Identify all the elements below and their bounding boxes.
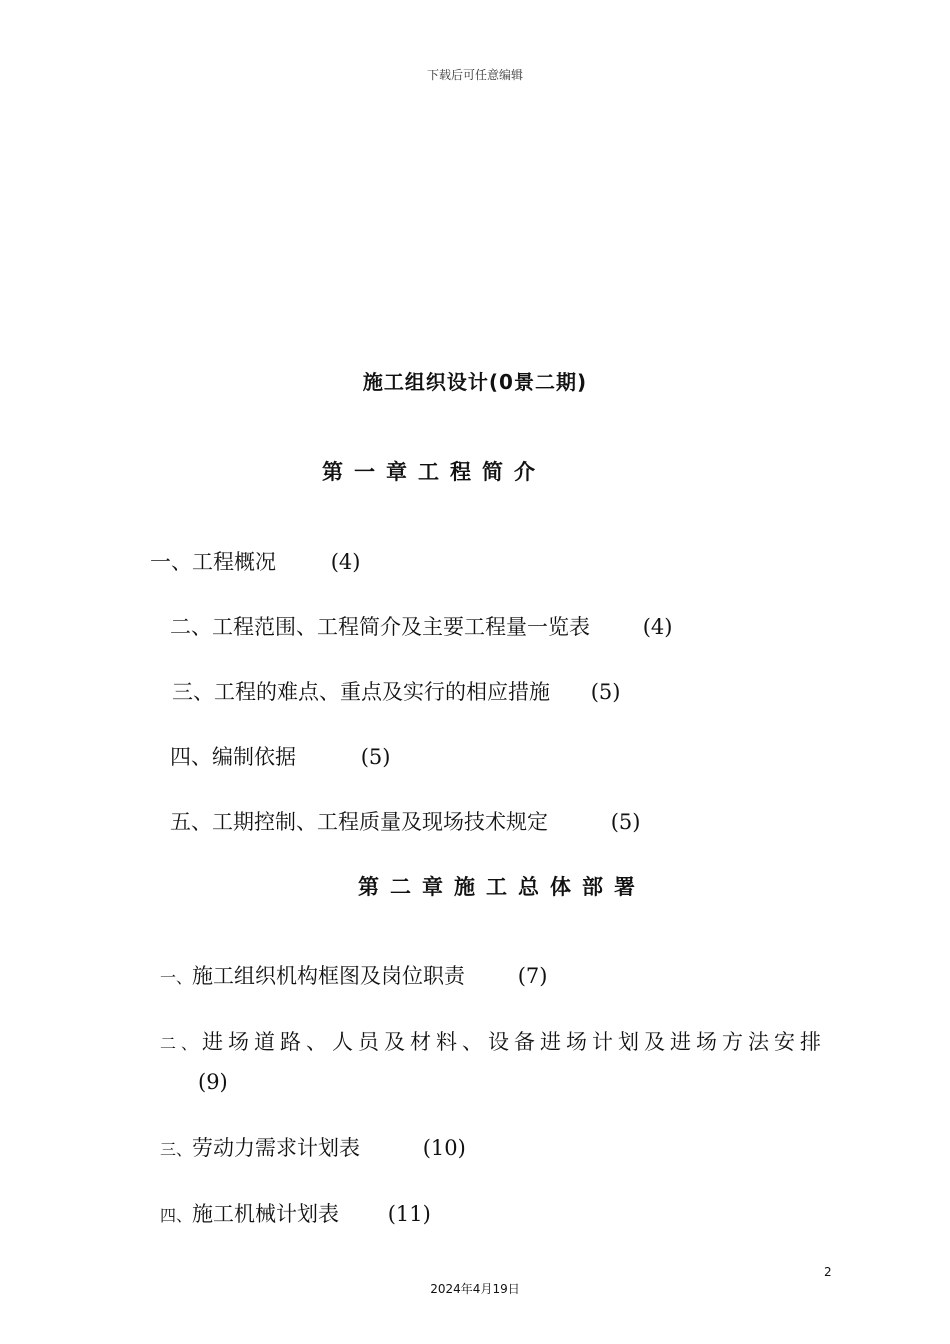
toc-item[interactable] xyxy=(160,1026,826,1056)
toc-item-number: 一、 xyxy=(160,968,193,987)
toc-item[interactable] xyxy=(172,676,620,706)
toc-item-page-wrapped: (9) xyxy=(198,1070,228,1094)
toc-item-page: (4) xyxy=(330,550,361,574)
toc-item[interactable] xyxy=(150,546,360,576)
toc-item[interactable] xyxy=(160,960,547,990)
toc-item-label: 三、工程的难点、重点及实行的相应措施 xyxy=(172,680,550,704)
toc-item-number: 二、 xyxy=(160,1034,203,1053)
toc-item-label: 一、工程概况 xyxy=(150,550,276,574)
toc-item[interactable] xyxy=(170,741,390,771)
toc-item-label: 二、工程范围、工程简介及主要工程量一览表 xyxy=(170,615,590,639)
document-title: 施工组织设计(0景二期) xyxy=(362,370,588,394)
toc-item-number: 三、 xyxy=(160,1140,193,1159)
toc-item-page: (4) xyxy=(642,615,673,639)
toc-item[interactable] xyxy=(160,1132,466,1162)
toc-item-page: (5) xyxy=(360,745,391,769)
toc-item-label: 五、工期控制、工程质量及现场技术规定 xyxy=(170,810,548,834)
page-number: 2 xyxy=(824,1265,832,1279)
toc-item-page: (10) xyxy=(422,1136,466,1160)
toc-item-label: 进场道路、人员及材料、设备进场计划及进场方法安排 xyxy=(202,1030,827,1054)
toc-item[interactable] xyxy=(160,1198,431,1228)
toc-item-number: 四、 xyxy=(160,1206,193,1225)
toc-item-page: (11) xyxy=(387,1202,431,1226)
toc-item-label: 施工组织机构框图及岗位职责 xyxy=(192,964,466,988)
toc-item-label: 四、编制依据 xyxy=(170,745,296,769)
toc-item-label: 施工机械计划表 xyxy=(192,1202,340,1226)
toc-item[interactable] xyxy=(170,611,672,641)
toc-item[interactable] xyxy=(170,806,640,836)
toc-item-page: (5) xyxy=(590,680,621,704)
footer-date: 2024年4月19日 xyxy=(430,1282,520,1296)
chapter-2-heading: 第二章施工总体部署 xyxy=(358,875,646,899)
page-header: 下载后可任意编辑 xyxy=(426,68,523,82)
toc-item-page: (7) xyxy=(517,964,548,988)
toc-item-page: (5) xyxy=(610,810,641,834)
toc-item-label: 劳动力需求计划表 xyxy=(192,1136,361,1160)
chapter-1-heading: 第一章工程简介 xyxy=(322,460,546,484)
